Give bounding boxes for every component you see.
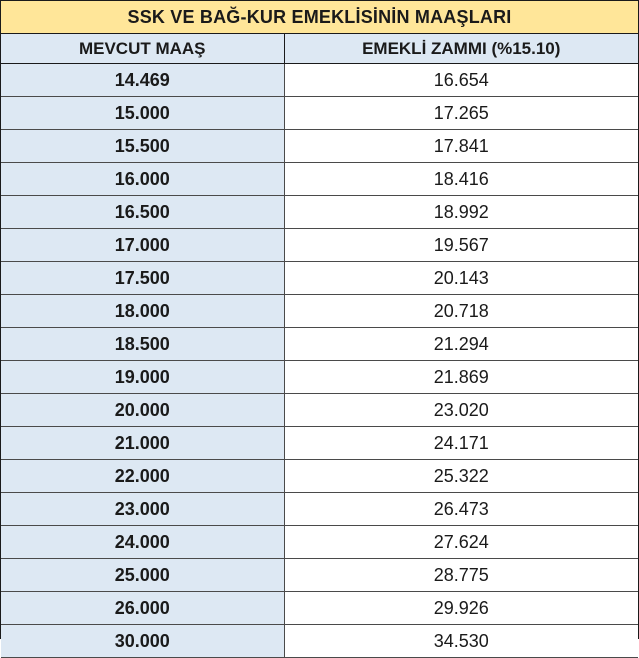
current-salary-cell: 17.000: [1, 229, 284, 262]
table-row: [1, 460, 638, 493]
current-salary-cell: 15.500: [1, 130, 284, 163]
table-row: [1, 97, 638, 130]
current-salary-cell: 21.000: [1, 427, 284, 460]
raised-salary-cell: 34.530: [284, 625, 638, 658]
table-row: [1, 196, 638, 229]
current-salary-cell: 25.000: [1, 559, 284, 592]
current-salary-cell: 22.000: [1, 460, 284, 493]
raised-salary-cell: 26.473: [284, 493, 638, 526]
table-title: SSK VE BAĞ-KUR EMEKLİSİNİN MAAŞLARI: [1, 1, 638, 34]
table-row: [1, 526, 638, 559]
raised-salary-cell: 23.020: [284, 394, 638, 427]
table-row: [1, 592, 638, 625]
current-salary-cell: 30.000: [1, 625, 284, 658]
table-row: [1, 163, 638, 196]
raised-salary-cell: 28.775: [284, 559, 638, 592]
column-header-raised-salary: EMEKLİ ZAMMI (%15.10): [284, 34, 638, 64]
table-row: [1, 394, 638, 427]
raised-salary-cell: 25.322: [284, 460, 638, 493]
raised-salary-cell: 16.654: [284, 64, 638, 97]
table-row: [1, 427, 638, 460]
table-row: [1, 262, 638, 295]
header-row: [1, 34, 638, 64]
raised-salary-cell: 24.171: [284, 427, 638, 460]
current-salary-cell: 16.000: [1, 163, 284, 196]
raised-salary-cell: 27.624: [284, 526, 638, 559]
pension-table: [1, 34, 638, 658]
table-row: [1, 559, 638, 592]
table-row: [1, 361, 638, 394]
raised-salary-cell: 21.294: [284, 328, 638, 361]
current-salary-cell: 14.469: [1, 64, 284, 97]
raised-salary-cell: 29.926: [284, 592, 638, 625]
column-header-current-salary: MEVCUT MAAŞ: [1, 34, 284, 64]
current-salary-cell: 18.000: [1, 295, 284, 328]
table-row: [1, 130, 638, 163]
current-salary-cell: 24.000: [1, 526, 284, 559]
raised-salary-cell: 17.841: [284, 130, 638, 163]
table-row: [1, 295, 638, 328]
raised-salary-cell: 21.869: [284, 361, 638, 394]
table-body: [1, 64, 638, 658]
table-row: [1, 229, 638, 262]
table-row: [1, 625, 638, 658]
raised-salary-cell: 18.992: [284, 196, 638, 229]
raised-salary-cell: 17.265: [284, 97, 638, 130]
raised-salary-cell: 20.143: [284, 262, 638, 295]
current-salary-cell: 26.000: [1, 592, 284, 625]
current-salary-cell: 23.000: [1, 493, 284, 526]
current-salary-cell: 16.500: [1, 196, 284, 229]
raised-salary-cell: 18.416: [284, 163, 638, 196]
raised-salary-cell: 20.718: [284, 295, 638, 328]
table-row: [1, 64, 638, 97]
current-salary-cell: 18.500: [1, 328, 284, 361]
table-row: [1, 493, 638, 526]
current-salary-cell: 20.000: [1, 394, 284, 427]
current-salary-cell: 19.000: [1, 361, 284, 394]
current-salary-cell: 17.500: [1, 262, 284, 295]
current-salary-cell: 15.000: [1, 97, 284, 130]
table-row: [1, 328, 638, 361]
raised-salary-cell: 19.567: [284, 229, 638, 262]
